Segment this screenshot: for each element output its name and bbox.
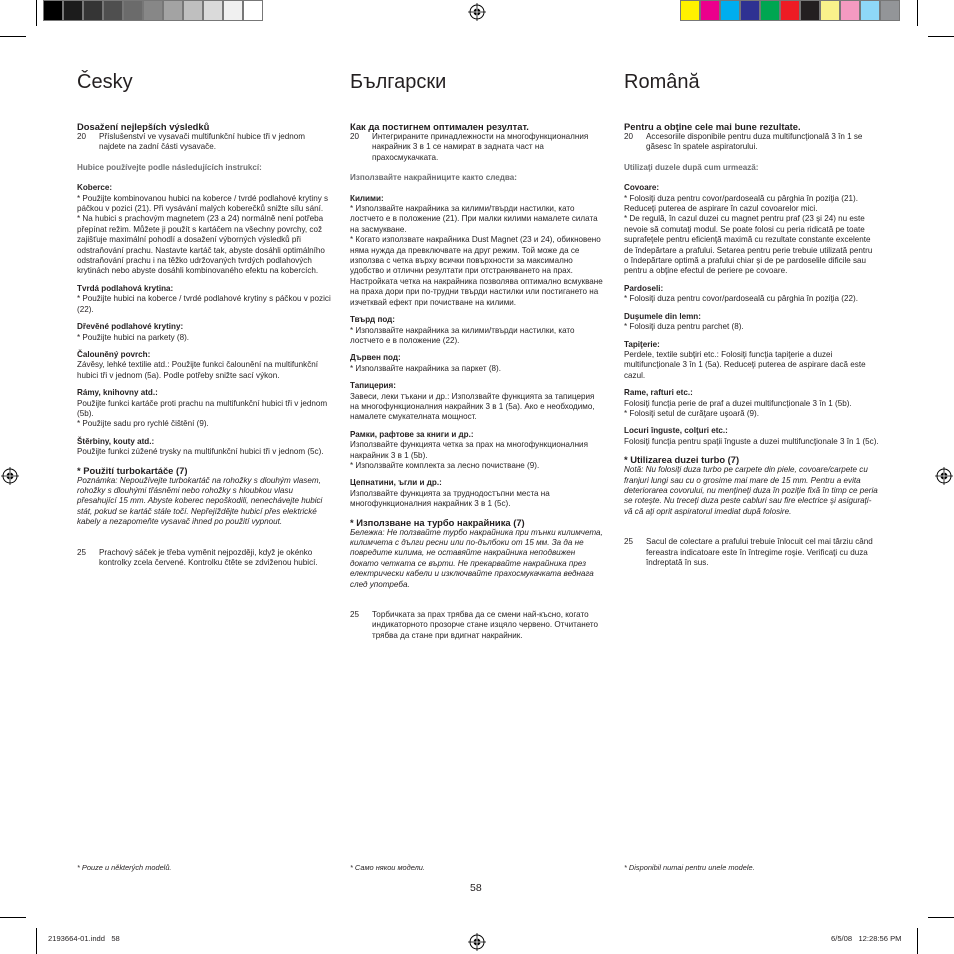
label-upholstery: Čalouněný povrch: <box>77 349 151 359</box>
registration-mark-top-icon <box>468 3 486 21</box>
item-text: Интегрираните принадлежности на многофункционалния накрайник 3 в 1 се намират в задната част на прахосмукачката. <box>372 132 589 162</box>
footnote-czech: * Pouze u některých modelů. <box>77 863 172 872</box>
instructions-heading: Използвайте накрайниците както следва: <box>350 173 517 183</box>
item-number: 20 <box>624 132 634 141</box>
cmyk-swatch <box>820 0 840 21</box>
item-text: Příslušenství ve vysavači multifunkční hubice tři v jednom najdete na zadní části vysavače. <box>99 132 306 152</box>
numbered-item-20 <box>624 132 879 153</box>
text-upholstery: Perdele, textile subţiri etc.: Folosiţi funcţia tapiţerie a duzei multifuncţionale 3 în 1 (5a). Reduceţi puterea de aspirare dacă este cazul. <box>624 349 866 380</box>
cmyk-swatch <box>880 0 900 21</box>
slug-filename: 2193664-01.indd 58 <box>48 934 120 943</box>
label-carpets: Килими: <box>350 193 384 203</box>
cmyk-swatch <box>760 0 780 21</box>
label-hard-floor: Твърд под: <box>350 315 395 325</box>
text-wood-floor: * Folosiţi duza pentru parchet (8). <box>624 322 744 332</box>
text-crevices: Използвайте функцията за труднодостъпни места на многофункционалния накрайник 3 в 1 (5c). <box>350 488 550 509</box>
gray-swatch <box>243 0 263 21</box>
text-crevices: Použijte funkci zúžené trysky na multifunkční hubici tři v jednom (5c). <box>77 447 324 457</box>
item-text: Accesoriile disponibile pentru duza multifuncţională 3 în 1 se găsesc în spatele aspiratorului. <box>646 132 863 152</box>
column-bulgarian <box>350 70 605 641</box>
text-frames: Použijte funkci kartáče proti prachu na multifunkční hubici tři v jednom (5b). * Použijte sadu pro rychlé čištění (9). <box>77 398 328 429</box>
gray-swatch <box>123 0 143 21</box>
text-frames: Folosiţi funcţia perie de praf a duzei multifuncţionale 3 în 1 (5b). * Folosiţi setul de curăţare uşoară (9). <box>624 398 852 418</box>
column-czech <box>77 70 332 568</box>
item-text: Sacul de colectare a prafului trebuie înlocuit cel mai târziu când fereastra indicatoare este în întregime roşie. Verificaţi cu duza îndreptată în sus. <box>646 537 873 567</box>
text-crevices: Folosiţi funcţia pentru spaţii înguste a duzei multifuncţionale 3 în 1 (5c). <box>624 436 879 446</box>
item-number: 25 <box>624 537 634 547</box>
cmyk-swatch <box>680 0 700 21</box>
item-text: Торбичката за прах трябва да се смени най-късно, когато индикаторното прозорче стане изцяло червено. Отчитането трябва да стане при вдигнат накрайник. <box>372 610 599 640</box>
slug-timestamp: 6/5/08 12:28:56 PM <box>831 934 902 943</box>
gray-swatch <box>223 0 243 21</box>
registration-mark-right-icon <box>935 467 953 485</box>
item-number: 20 <box>350 132 360 141</box>
item-number: 25 <box>77 547 87 557</box>
cmyk-swatch <box>860 0 880 21</box>
cmyk-color-bar <box>680 0 900 21</box>
cmyk-swatch <box>780 0 800 21</box>
numbered-item-25 <box>350 610 605 641</box>
numbered-item-25 <box>624 537 879 568</box>
crop-mark-top-right-h <box>928 36 954 37</box>
text-carpets: * Použijte kombinovanou hubici na koberce / tvrdé podlahové krytiny s páčkou v pozici (21). Při vysávání malých koberečků snižte sílu sání. * Na hubici s prachovým magnetem (23 a 24) normálně není potřeba přepínat režim. Můžete ji použít s kartáčem na všechny povrchy, což zajišťuje maximální pohodlí a dosažení výborných výsledků při odstraňování prachu. Nastavte kartáč tak, abyste dosáhli optimálního odstraňování prachu i na těžko udržovaných tvrdých podlahových krytinách nebo abyste dosáhli kombinovaného efektu na kobercích. <box>77 193 329 276</box>
turbo-heading: * Utilizarea duzei turbo (7) <box>624 454 740 466</box>
text-hard-floor: * Použijte hubici na koberce / tvrdé podlahové krytiny s páčkou v pozici (22). <box>77 294 331 314</box>
gray-swatch <box>203 0 223 21</box>
label-frames: Рамки, рафтове за книги и др.: <box>350 429 474 439</box>
cmyk-swatch <box>840 0 860 21</box>
turbo-heading: * Použití turbokartáče (7) <box>77 464 188 476</box>
section-heading: Pentru a obţine cele mai bune rezultate. <box>624 121 801 132</box>
label-carpets: Koberce: <box>77 183 113 193</box>
grayscale-color-bar <box>43 0 263 21</box>
label-hard-floor: Pardoseli: <box>624 283 664 293</box>
crop-mark-top-left-h <box>0 36 26 37</box>
gray-swatch <box>43 0 63 21</box>
label-wood-floor: Дървен под: <box>350 353 401 363</box>
cmyk-swatch <box>800 0 820 21</box>
registration-mark-left-icon <box>1 467 19 485</box>
label-wood-floor: Dřevěné podlahové krytiny: <box>77 322 184 332</box>
item-number: 20 <box>77 132 87 141</box>
instructions-heading: Utilizaţi duzele după cum urmează: <box>624 162 759 172</box>
page-number: 58 <box>470 882 482 894</box>
numbered-item-25 <box>77 548 332 569</box>
section-title: Română <box>624 71 700 93</box>
section-heading: Dosažení nejlepších výsledků <box>77 121 210 132</box>
crop-mark-top-right-v <box>917 0 918 26</box>
gray-swatch <box>83 0 103 21</box>
text-hard-floor: * Използвайте накрайника за килими/твърди настилки, като лостчето е в положение (22). <box>350 325 575 345</box>
cmyk-swatch <box>720 0 740 21</box>
gray-swatch <box>63 0 83 21</box>
footnote-bulgarian: * Само някои модели. <box>350 863 425 872</box>
footnote-romanian: * Disponibil numai pentru unele modele. <box>624 863 755 872</box>
label-upholstery: Tapiţerie: <box>624 339 660 349</box>
label-wood-floor: Duşumele din lemn: <box>624 311 701 321</box>
label-crevices: Štěrbiny, kouty atd.: <box>77 436 155 446</box>
gray-swatch <box>103 0 123 21</box>
item-number: 25 <box>350 610 360 620</box>
text-hard-floor: * Folosiţi duza pentru covor/pardoseală cu pârghia în poziţia (22). <box>624 294 858 304</box>
column-romanian <box>624 70 879 568</box>
section-title: Česky <box>77 71 133 93</box>
text-wood-floor: * Използвайте накрайника за паркет (8). <box>350 363 501 373</box>
label-frames: Rámy, knihovny atd.: <box>77 388 158 398</box>
section-heading: Как да постигнем оптимален резултат. <box>350 121 529 132</box>
gray-swatch <box>183 0 203 21</box>
crop-mark-bottom-right-v <box>917 928 918 954</box>
instructions-heading: Hubice používejte podle následujících instrukcí: <box>77 162 262 172</box>
label-crevices: Цепнатини, ъгли и др.: <box>350 478 442 488</box>
crop-mark-bottom-left-v <box>36 928 37 954</box>
cmyk-swatch <box>700 0 720 21</box>
crop-mark-bottom-right-h <box>928 917 954 918</box>
turbo-note: Notă: Nu folosiţi duza turbo pe carpete din piele, covoare/carpete cu franjuri lungi sau cu o grosime mai mare de 15 mm. Pentru a evita deteriorarea covorului, nu menţineţi duza în poziţie fixă în timp ce peria se roteşte. Nu treceţi duza peste cabluri sau fire electrice şi asiguraţi-vă că aţi oprit aspiratorul imediat după folosire. <box>624 465 878 516</box>
gray-swatch <box>163 0 183 21</box>
registration-mark-bottom-icon <box>468 933 486 951</box>
turbo-note: Бележка: Не ползвайте турбо накрайника при тънки килимчета, килимчета с дълги ресни или по-дълбоки от 15 мм. За да не повредите килима, не оставяйте накрайника неподвижен докато четката се върти. Не прекарвайте накрайника през електрически кабели и изключвайте прахосмукачката веднага след употреба. <box>350 527 603 589</box>
gray-swatch <box>143 0 163 21</box>
text-frames: Използвайте функцията четка за прах на многофункционалния накрайник 3 в 1 (5b). * Използвайте комплекта за лесно почистване (9). <box>350 440 588 470</box>
section-title: Български <box>350 71 447 93</box>
text-carpets: * Използвайте накрайника за килими/твърди настилки, като лостчето е в положение (21). При малки килими намалете силата на засмукване. * Когато използвате накрайника Dust Magnet (23 и 24), обикновено няма нужда да превключвате на друг режим. Той може да се използва с четка върху всички повърхности за максимално удобство и отлични резултати при отстраняването на прах. Настройката четка на накрайника позволява оптимално всмукване на праха дори при по-трудни твърди настилки или постигането на изчетквай ефект при почистване на килими. <box>350 204 603 307</box>
label-carpets: Covoare: <box>624 183 660 193</box>
label-frames: Rame, rafturi etc.: <box>624 388 693 398</box>
item-text: Prachový sáček je třeba vyměnit nejpozději, když je okénko kontrolky zcela červené. Kontrolku čtěte se zdviženou hubicí. <box>99 547 318 567</box>
crop-mark-bottom-left-h <box>0 917 26 918</box>
crop-mark-top-left-v <box>36 0 37 26</box>
cmyk-swatch <box>740 0 760 21</box>
label-crevices: Locuri înguste, colţuri etc.: <box>624 426 728 436</box>
text-carpets: * Folosiţi duza pentru covor/pardoseală cu pârghia în poziţia (21). Reduceţi puterea de aspirare în cazul covoarelor mici. * De regulă, în cazul duzei cu magnet pentru praf (23 şi 24) nu este nevoie să comutaţi modul. Se poate folosi cu peria ridicată pe toate suprafeţele pentru eficienţă maximă cu rezultate constante excelente de îndepărtare a prafului. Setarea pentru perie trebuie utilizată pentru o îndepărtare optimă a prafului chiar şi de pe pardoselile dificile sau pentru a obţine efectul de periere pe covoare. <box>624 193 873 276</box>
label-upholstery: Тапицерия: <box>350 381 396 391</box>
label-hard-floor: Tvrdá podlahová krytina: <box>77 283 174 293</box>
turbo-heading: * Използване на турбо накрайника (7) <box>350 516 525 528</box>
numbered-item-20 <box>77 132 332 153</box>
text-upholstery: Závěsy, lehké textilie atd.: Použijte funkci čalounění na multifunkční hubici tři v jednom (5a). Podle potřeby snižte sací výkon. <box>77 360 318 380</box>
numbered-item-20 <box>350 132 605 163</box>
text-upholstery: Завеси, леки тъкани и др.: Използвайте функцията за тапицерия на многофункционалния накрайник 3 в 1 (5a). Ако е необходимо, намалете смукателната мощност. <box>350 391 595 422</box>
turbo-note: Poznámka: Nepoužívejte turbokartáč na rohožky s dlouhým vlasem, rohožky s dlouhými třásněmi nebo rohožky s hloubkou vlasu přesahující 15 mm. Abyste koberec nepoškodili, nenechávejte hubici stát, pokud se kartáč stále točí. Nepřejíždějte hubicí přes elektrické kabely a nezapomeňte vysavač ihned po použití vypnout. <box>77 475 323 527</box>
text-wood-floor: * Použijte hubici na parkety (8). <box>77 332 190 342</box>
